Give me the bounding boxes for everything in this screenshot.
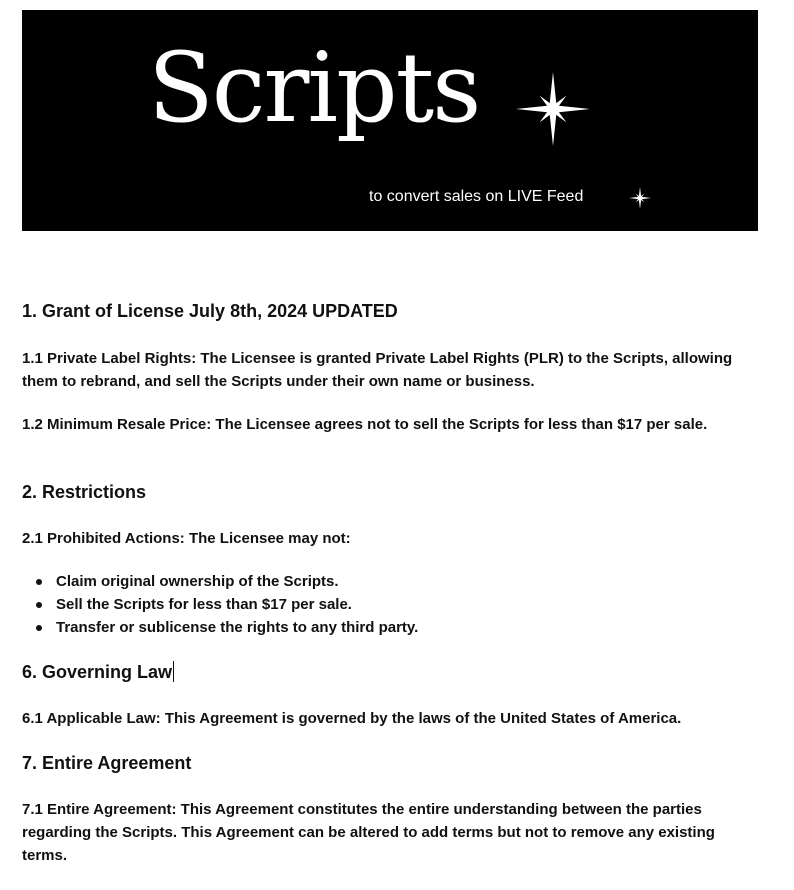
sparkle-star-icon [516, 72, 590, 146]
clause-1-2: 1.2 Minimum Resale Price: The Licensee agrees not to sell the Scripts for less than $17 per sale. [22, 416, 708, 433]
clause-1-1: 1.1 Private Label Rights: The Licensee is granted Private Label Rights (PLR) to the Scripts, allowing them to rebrand, and sell the Scripts under their own name or business. [22, 350, 733, 390]
list-item: Claim original ownership of the Scripts. [34, 570, 418, 593]
bullet-dot-icon [36, 602, 42, 608]
bullet-dot-icon [36, 579, 42, 585]
clause-7-1: 7.1 Entire Agreement: This Agreement constitutes the entire understanding between the parties regarding the Scripts. This Agreement can be altered to add terms but not to remove any existing terms. [22, 801, 715, 864]
sparkle-star-small-icon [629, 187, 651, 209]
banner-title: Scripts [148, 32, 480, 144]
banner-subtitle: to convert sales on LIVE Feed [369, 188, 584, 205]
list-item: Sell the Scripts for less than $17 per sale. [34, 593, 418, 616]
header-banner [22, 10, 758, 231]
list-item: Transfer or sublicense the rights to any third party. [34, 616, 418, 639]
section-7-heading: 7. Entire Agreement [22, 753, 192, 773]
clause-2-1: 2.1 Prohibited Actions: The Licensee may not: [22, 530, 351, 547]
text-cursor [173, 661, 174, 682]
section-2-heading: 2. Restrictions [22, 482, 147, 502]
section-1-heading: 1. Grant of License July 8th, 2024 UPDATED [22, 301, 398, 321]
bullet-dot-icon [36, 625, 42, 631]
section-6-heading[interactable]: 6. Governing Law [22, 662, 173, 682]
clause-6-1: 6.1 Applicable Law: This Agreement is governed by the laws of the United States of America. [22, 710, 682, 727]
prohibited-actions-list [34, 570, 418, 639]
